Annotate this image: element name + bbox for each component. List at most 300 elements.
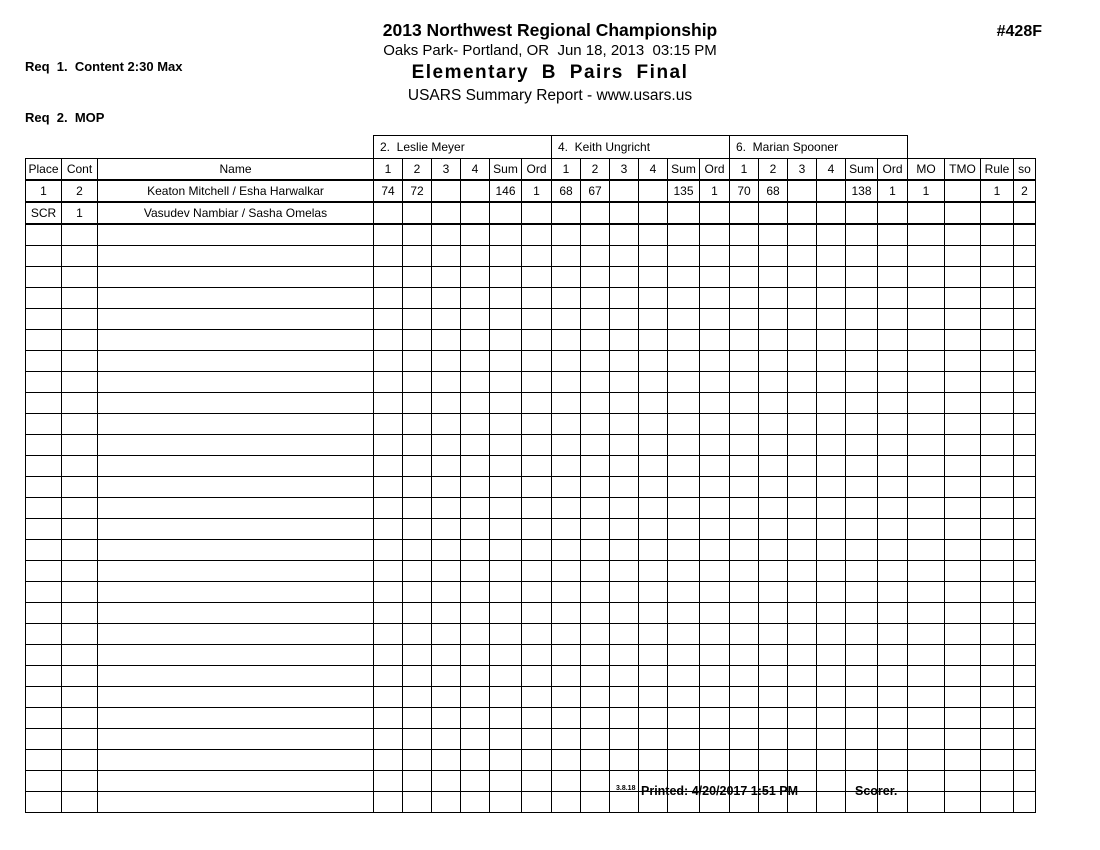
cell-score [403,729,432,750]
cell-score [788,708,817,729]
cell-score [461,456,490,477]
cell-score [374,224,403,246]
cell-sum [490,372,522,393]
cell-ord [878,477,908,498]
cell-place [26,414,62,435]
cell-score [581,729,610,750]
empty-table-row [26,750,1036,771]
cell-tmo [945,224,981,246]
cell-score [610,330,639,351]
software-version: 3.8.18 [616,785,636,792]
cell-score [552,435,581,456]
cell-ord [878,624,908,645]
cell-score [788,456,817,477]
cell-rule [981,561,1014,582]
cell-score [403,372,432,393]
cell-tmo [945,561,981,582]
cell-score [817,519,846,540]
cell-score [374,246,403,267]
cell-ord [522,330,552,351]
cell-place [26,708,62,729]
cell-name [98,267,374,288]
cell-score [374,666,403,687]
cell-ord [522,498,552,519]
cell-score [759,224,788,246]
cell-mo [908,267,945,288]
cell-score [432,624,461,645]
cell-score [610,645,639,666]
cell-tmo [945,603,981,624]
cell-sum [846,582,878,603]
empty-table-row [26,224,1036,246]
cell-rule [981,519,1014,540]
cell-score [639,750,668,771]
cell-cont [62,393,98,414]
cell-place [26,393,62,414]
cell-name [98,645,374,666]
cell-score [817,351,846,372]
empty-table-row [26,477,1036,498]
cell-rule [981,288,1014,309]
cell-score [374,603,403,624]
cell-score [374,267,403,288]
cell-sum: 138 [846,180,878,202]
cell-mo [908,498,945,519]
cell-ord [878,435,908,456]
cell-tmo [945,267,981,288]
cell-cont [62,309,98,330]
cell-sum [846,202,878,224]
cell-name [98,393,374,414]
column-header-ord: Ord [878,159,908,181]
cell-score [788,393,817,414]
empty-table-row [26,498,1036,519]
cell-score [374,477,403,498]
cell-sum [490,456,522,477]
cell-place [26,224,62,246]
cell-ord [878,498,908,519]
cell-mo [908,624,945,645]
cell-sum [490,603,522,624]
cell-so [1014,666,1036,687]
cell-name [98,582,374,603]
cell-ord [700,393,730,414]
cell-tmo [945,519,981,540]
cell-ord [522,582,552,603]
cell-ord [700,687,730,708]
cell-score [730,708,759,729]
cell-score [788,498,817,519]
cell-place [26,435,62,456]
cell-score [730,750,759,771]
cell-sum [846,540,878,561]
cell-score [581,309,610,330]
cell-score [581,414,610,435]
cell-tmo [945,351,981,372]
cell-sum [846,498,878,519]
cell-score [817,477,846,498]
cell-score [639,288,668,309]
cell-score [730,435,759,456]
cell-place [26,666,62,687]
cell-score [581,561,610,582]
cell-sum [668,519,700,540]
cell-score [432,603,461,624]
cell-so [1014,372,1036,393]
championship-title: 2013 Northwest Regional Championship [382,20,718,40]
cell-score [432,330,461,351]
cell-score [374,540,403,561]
column-header-score: 2 [759,159,788,181]
cell-score [610,372,639,393]
cell-tmo [945,414,981,435]
req-line-1: Req 1. Content 2:30 Max [25,59,183,74]
cell-score [730,202,759,224]
cell-score [788,309,817,330]
cell-score [552,224,581,246]
cell-score [461,624,490,645]
cell-score [374,498,403,519]
column-header-sum: Sum [846,159,878,181]
cell-score [759,687,788,708]
cell-score: 72 [403,180,432,202]
cell-so [1014,414,1036,435]
cell-cont [62,729,98,750]
cell-score [374,645,403,666]
cell-ord [700,330,730,351]
empty-table-row [26,393,1036,414]
cell-score [552,393,581,414]
cell-name [98,477,374,498]
column-header-tmo: TMO [945,159,981,181]
cell-mo [908,729,945,750]
cell-cont [62,414,98,435]
cell-score [581,435,610,456]
cell-place [26,519,62,540]
cell-sum [668,582,700,603]
cell-ord [700,435,730,456]
cell-so [1014,645,1036,666]
cell-mo [908,456,945,477]
cell-tmo [945,435,981,456]
cell-rule [981,729,1014,750]
cell-ord [700,582,730,603]
cell-score [581,351,610,372]
cell-score [432,414,461,435]
cell-score [817,687,846,708]
cell-score [759,202,788,224]
cell-ord [878,666,908,687]
empty-table-row [26,666,1036,687]
cell-sum [846,414,878,435]
cell-score [639,666,668,687]
cell-score [461,180,490,202]
cell-name [98,456,374,477]
cell-sum [490,202,522,224]
cell-score [461,309,490,330]
cell-cont [62,708,98,729]
cell-score [759,456,788,477]
cell-score [461,246,490,267]
cell-cont [62,687,98,708]
cell-ord [700,288,730,309]
empty-table-row [26,708,1036,729]
cell-sum [668,414,700,435]
cell-score [403,708,432,729]
cell-sum [846,288,878,309]
cell-score [403,477,432,498]
cell-score [610,180,639,202]
cell-mo [908,288,945,309]
cell-sum [846,435,878,456]
cell-score [552,750,581,771]
cell-sum [490,435,522,456]
cell-mo [908,309,945,330]
cell-rule [981,540,1014,561]
cell-sum [490,687,522,708]
cell-sum [490,288,522,309]
column-header-score: 1 [730,159,759,181]
cell-sum [490,624,522,645]
cell-score [432,372,461,393]
cell-ord [878,561,908,582]
empty-table-row [26,267,1036,288]
cell-sum: 135 [668,180,700,202]
cell-score [610,393,639,414]
cell-sum [490,666,522,687]
cell-sum [490,540,522,561]
cell-ord [700,750,730,771]
cell-tmo [945,309,981,330]
cell-so [1014,330,1036,351]
cell-score [610,202,639,224]
cell-sum [668,687,700,708]
cell-sum [490,582,522,603]
cell-score [759,435,788,456]
cell-score [788,645,817,666]
cell-mo [908,372,945,393]
cell-mo [908,645,945,666]
cell-name [98,666,374,687]
cell-score [730,246,759,267]
cell-so [1014,750,1036,771]
column-header-rule: Rule [981,159,1014,181]
cell-rule [981,708,1014,729]
cell-score [759,288,788,309]
cell-sum [490,477,522,498]
cell-sum [490,309,522,330]
cell-score [759,624,788,645]
cell-score [610,288,639,309]
cell-sum [846,477,878,498]
cell-ord [700,309,730,330]
cell-score [374,729,403,750]
cell-score [730,393,759,414]
cell-score [403,561,432,582]
cell-score [788,330,817,351]
cell-score [759,414,788,435]
cell-tmo [945,645,981,666]
column-header-sum: Sum [490,159,522,181]
cell-so [1014,624,1036,645]
cell-score [639,582,668,603]
cell-score [374,309,403,330]
cell-rule [981,414,1014,435]
cell-score [581,666,610,687]
cell-ord [522,393,552,414]
column-header-mo: MO [908,159,945,181]
cell-mo [908,435,945,456]
cell-sum [490,393,522,414]
cell-sum [846,372,878,393]
cell-ord [522,519,552,540]
cell-score [730,309,759,330]
cell-place [26,603,62,624]
cell-score: 70 [730,180,759,202]
cell-score [461,708,490,729]
cell-score [552,351,581,372]
cell-score [730,414,759,435]
cell-sum [846,645,878,666]
cell-cont [62,750,98,771]
cell-ord [700,202,730,224]
cell-score [581,456,610,477]
cell-place [26,288,62,309]
cell-sum [668,456,700,477]
empty-table-row [26,246,1036,267]
empty-table-row [26,435,1036,456]
cell-sum [490,729,522,750]
cell-score [817,202,846,224]
cell-ord [522,750,552,771]
cell-so: 2 [1014,180,1036,202]
cell-score [639,456,668,477]
cell-so [1014,687,1036,708]
cell-score [788,624,817,645]
cell-score [403,267,432,288]
cell-score [817,498,846,519]
cell-score [610,750,639,771]
cell-score [639,498,668,519]
cell-ord [522,708,552,729]
cell-ord [878,372,908,393]
cell-rule [981,267,1014,288]
cell-score [581,498,610,519]
cell-score [403,624,432,645]
cell-score [432,519,461,540]
cell-score [374,624,403,645]
cell-sum [668,309,700,330]
cell-score [817,309,846,330]
cell-mo: 1 [908,180,945,202]
cell-score [817,540,846,561]
cell-score [461,666,490,687]
cell-cont [62,372,98,393]
column-header-ord: Ord [700,159,730,181]
cell-tmo [945,666,981,687]
cell-score [817,435,846,456]
cell-tmo [945,582,981,603]
cell-so [1014,729,1036,750]
cell-rule [981,372,1014,393]
cell-name [98,288,374,309]
cell-so [1014,456,1036,477]
cell-score [817,456,846,477]
cell-score [788,202,817,224]
cell-ord [700,351,730,372]
cell-score [552,202,581,224]
cell-score [817,246,846,267]
cell-score [403,393,432,414]
cell-sum [668,624,700,645]
cell-score [581,246,610,267]
judge-row-left-spacer [26,136,374,159]
cell-sum [490,519,522,540]
cell-ord [700,224,730,246]
cell-ord [522,309,552,330]
cell-so [1014,435,1036,456]
cell-so [1014,519,1036,540]
cell-score [759,330,788,351]
cell-rule [981,498,1014,519]
cell-rule [981,687,1014,708]
column-header-score: 3 [788,159,817,181]
scorer-label: Scorer. [855,784,898,798]
cell-score [552,477,581,498]
cell-tmo [945,246,981,267]
cell-score [461,330,490,351]
req-line-2: Req 2. MOP [25,110,105,125]
cell-score [581,372,610,393]
cell-score: 74 [374,180,403,202]
cell-score [610,624,639,645]
cell-rule [981,246,1014,267]
cell-sum [846,224,878,246]
cell-score [374,561,403,582]
cell-so [1014,477,1036,498]
cell-cont [62,330,98,351]
cell-score [730,624,759,645]
cell-cont [62,477,98,498]
cell-sum [668,666,700,687]
cell-place [26,456,62,477]
cell-score [432,582,461,603]
cell-cont [62,603,98,624]
cell-score [610,309,639,330]
cell-score [730,372,759,393]
cell-tmo [945,498,981,519]
cell-score [461,561,490,582]
cell-score [432,540,461,561]
cell-score [788,687,817,708]
cell-score [461,414,490,435]
cell-score [610,267,639,288]
cell-score [788,351,817,372]
cell-cont [62,498,98,519]
cell-score [552,414,581,435]
cell-ord [522,687,552,708]
cell-score [581,750,610,771]
cell-score [581,477,610,498]
cell-score [817,561,846,582]
cell-score [403,498,432,519]
cell-score [581,224,610,246]
cell-mo [908,750,945,771]
cell-mo [908,519,945,540]
cell-score: 67 [581,180,610,202]
cell-cont: 1 [62,202,98,224]
cell-score [730,540,759,561]
